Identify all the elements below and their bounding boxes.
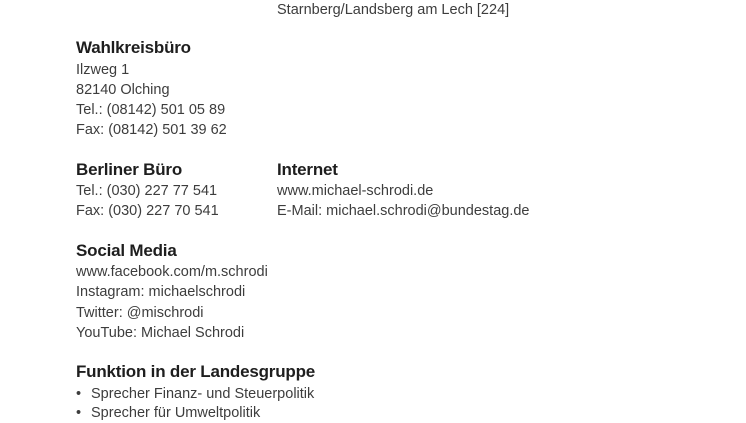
list-item-label: Sprecher Finanz- und Steuerpolitik xyxy=(91,386,315,402)
wahlkreisbuero-fax: Fax: (08142) 501 39 62 xyxy=(76,122,227,138)
list-item xyxy=(76,384,314,404)
bullet-icon: • xyxy=(76,386,82,402)
berliner-buero-fax: Fax: (030) 227 70 541 xyxy=(76,203,219,219)
twitter-handle[interactable]: Twitter: @mischrodi xyxy=(76,305,204,321)
wahlkreisbuero-street: Ilzweg 1 xyxy=(76,62,130,78)
list-item xyxy=(76,403,260,423)
instagram-handle[interactable]: Instagram: michaelschrodi xyxy=(76,284,246,300)
wahlkreisbuero-city: 82140 Olching xyxy=(76,82,170,98)
wahlkreisbuero-tel: Tel.: (08142) 501 05 89 xyxy=(76,102,226,118)
list-item-label: Sprecher für Umweltpolitik xyxy=(91,405,261,421)
facebook-link[interactable]: www.facebook.com/m.schrodi xyxy=(76,264,268,280)
social-media-heading: Social Media xyxy=(76,241,177,260)
email-link[interactable]: E-Mail: michael.schrodi@bundestag.de xyxy=(277,203,530,219)
wahlkreisbuero-heading: Wahlkreisbüro xyxy=(76,38,191,57)
berliner-buero-heading: Berliner Büro xyxy=(76,160,183,179)
landesgruppe-heading: Funktion in der Landesgruppe xyxy=(76,362,316,381)
bullet-icon: • xyxy=(76,405,82,421)
website-link[interactable]: www.michael-schrodi.de xyxy=(277,183,434,199)
internet-heading: Internet xyxy=(277,160,338,179)
youtube-channel[interactable]: YouTube: Michael Schrodi xyxy=(76,325,245,341)
berliner-buero-tel: Tel.: (030) 227 77 541 xyxy=(76,183,218,199)
constituency-label: Starnberg/Landsberg am Lech [224] xyxy=(277,2,510,18)
